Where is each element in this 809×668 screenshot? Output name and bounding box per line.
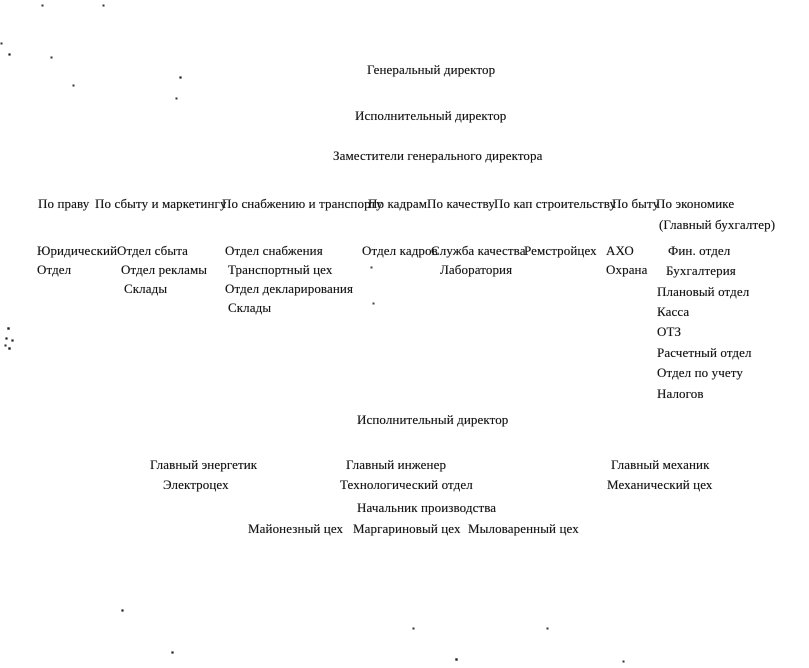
unit-warehouses-sales: Склады	[124, 281, 168, 296]
branch-header-sales: По сбыту и маркетингу	[95, 196, 227, 211]
branch-header-construction: По кап строительству	[494, 196, 617, 211]
title-general-director: Генеральный директор	[367, 62, 496, 77]
unit-soap-shop: Мыловаренный цех	[468, 521, 579, 536]
unit-sales-dept: Отдел сбыта	[117, 243, 189, 258]
title-deputies-heading: Заместители генерального директора	[333, 148, 543, 163]
unit-electrical-shop: Электроцех	[163, 477, 229, 492]
unit-settlement-dept: Расчетный отдел	[657, 345, 752, 360]
unit-mayonnaise-shop: Майонезный цех	[248, 521, 344, 536]
unit-technology-dept: Технологический отдел	[340, 477, 473, 492]
unit-declaration-dept: Отдел декларирования	[225, 281, 354, 296]
unit-accounting: Бухгалтерия	[666, 263, 736, 278]
unit-security: Охрана	[606, 262, 648, 277]
head-chief-power-engineer: Главный энергетик	[150, 457, 258, 472]
unit-finance-dept: Фин. отдел	[668, 243, 731, 258]
head-chief-mechanic: Главный механик	[611, 457, 710, 472]
unit-mechanical-shop: Механический цех	[607, 477, 713, 492]
unit-legal-dept-line1: Юридический	[37, 243, 118, 258]
unit-advertising-dept: Отдел рекламы	[121, 262, 208, 277]
unit-hr-dept: Отдел кадров	[362, 243, 438, 258]
unit-otz: ОТЗ	[657, 324, 682, 339]
unit-quality-service: Служба качества	[431, 243, 526, 258]
unit-transport-shop: Транспортный цех	[228, 262, 333, 277]
branch-header-quality: По качеству	[427, 196, 495, 211]
title-executive-director-mid: Исполнительный директор	[357, 412, 509, 427]
unit-tax-accounting-line1: Отдел по учету	[657, 365, 743, 380]
scan-noise	[0, 0, 1, 1]
branch-header-economics: По экономике	[656, 196, 735, 211]
title-executive-director-top: Исполнительный директор	[355, 108, 507, 123]
unit-laboratory: Лаборатория	[440, 262, 513, 277]
branch-header-supply: По снабжению и транспорту	[222, 196, 383, 211]
unit-cash-office: Касса	[657, 304, 690, 319]
unit-legal-dept-line2: Отдел	[37, 262, 72, 277]
unit-production-chief: Начальник производства	[357, 500, 497, 515]
unit-margarine-shop: Маргариновый цех	[353, 521, 461, 536]
unit-warehouses-supply: Склады	[228, 300, 272, 315]
unit-tax-accounting-line2: Налогов	[657, 386, 704, 401]
branch-header-facilities: По быту	[612, 196, 660, 211]
unit-planning-dept: Плановый отдел	[657, 284, 750, 299]
unit-aho: АХО	[606, 243, 634, 258]
unit-repair-construction-shop: Ремстройцех	[524, 243, 597, 258]
branch-subheader-chief-accountant: (Главный бухгалтер)	[659, 217, 776, 232]
head-chief-engineer: Главный инженер	[346, 457, 447, 472]
unit-supply-dept: Отдел снабжения	[225, 243, 323, 258]
branch-header-hr: По кадрам	[368, 196, 428, 211]
branch-header-law: По праву	[38, 196, 90, 211]
